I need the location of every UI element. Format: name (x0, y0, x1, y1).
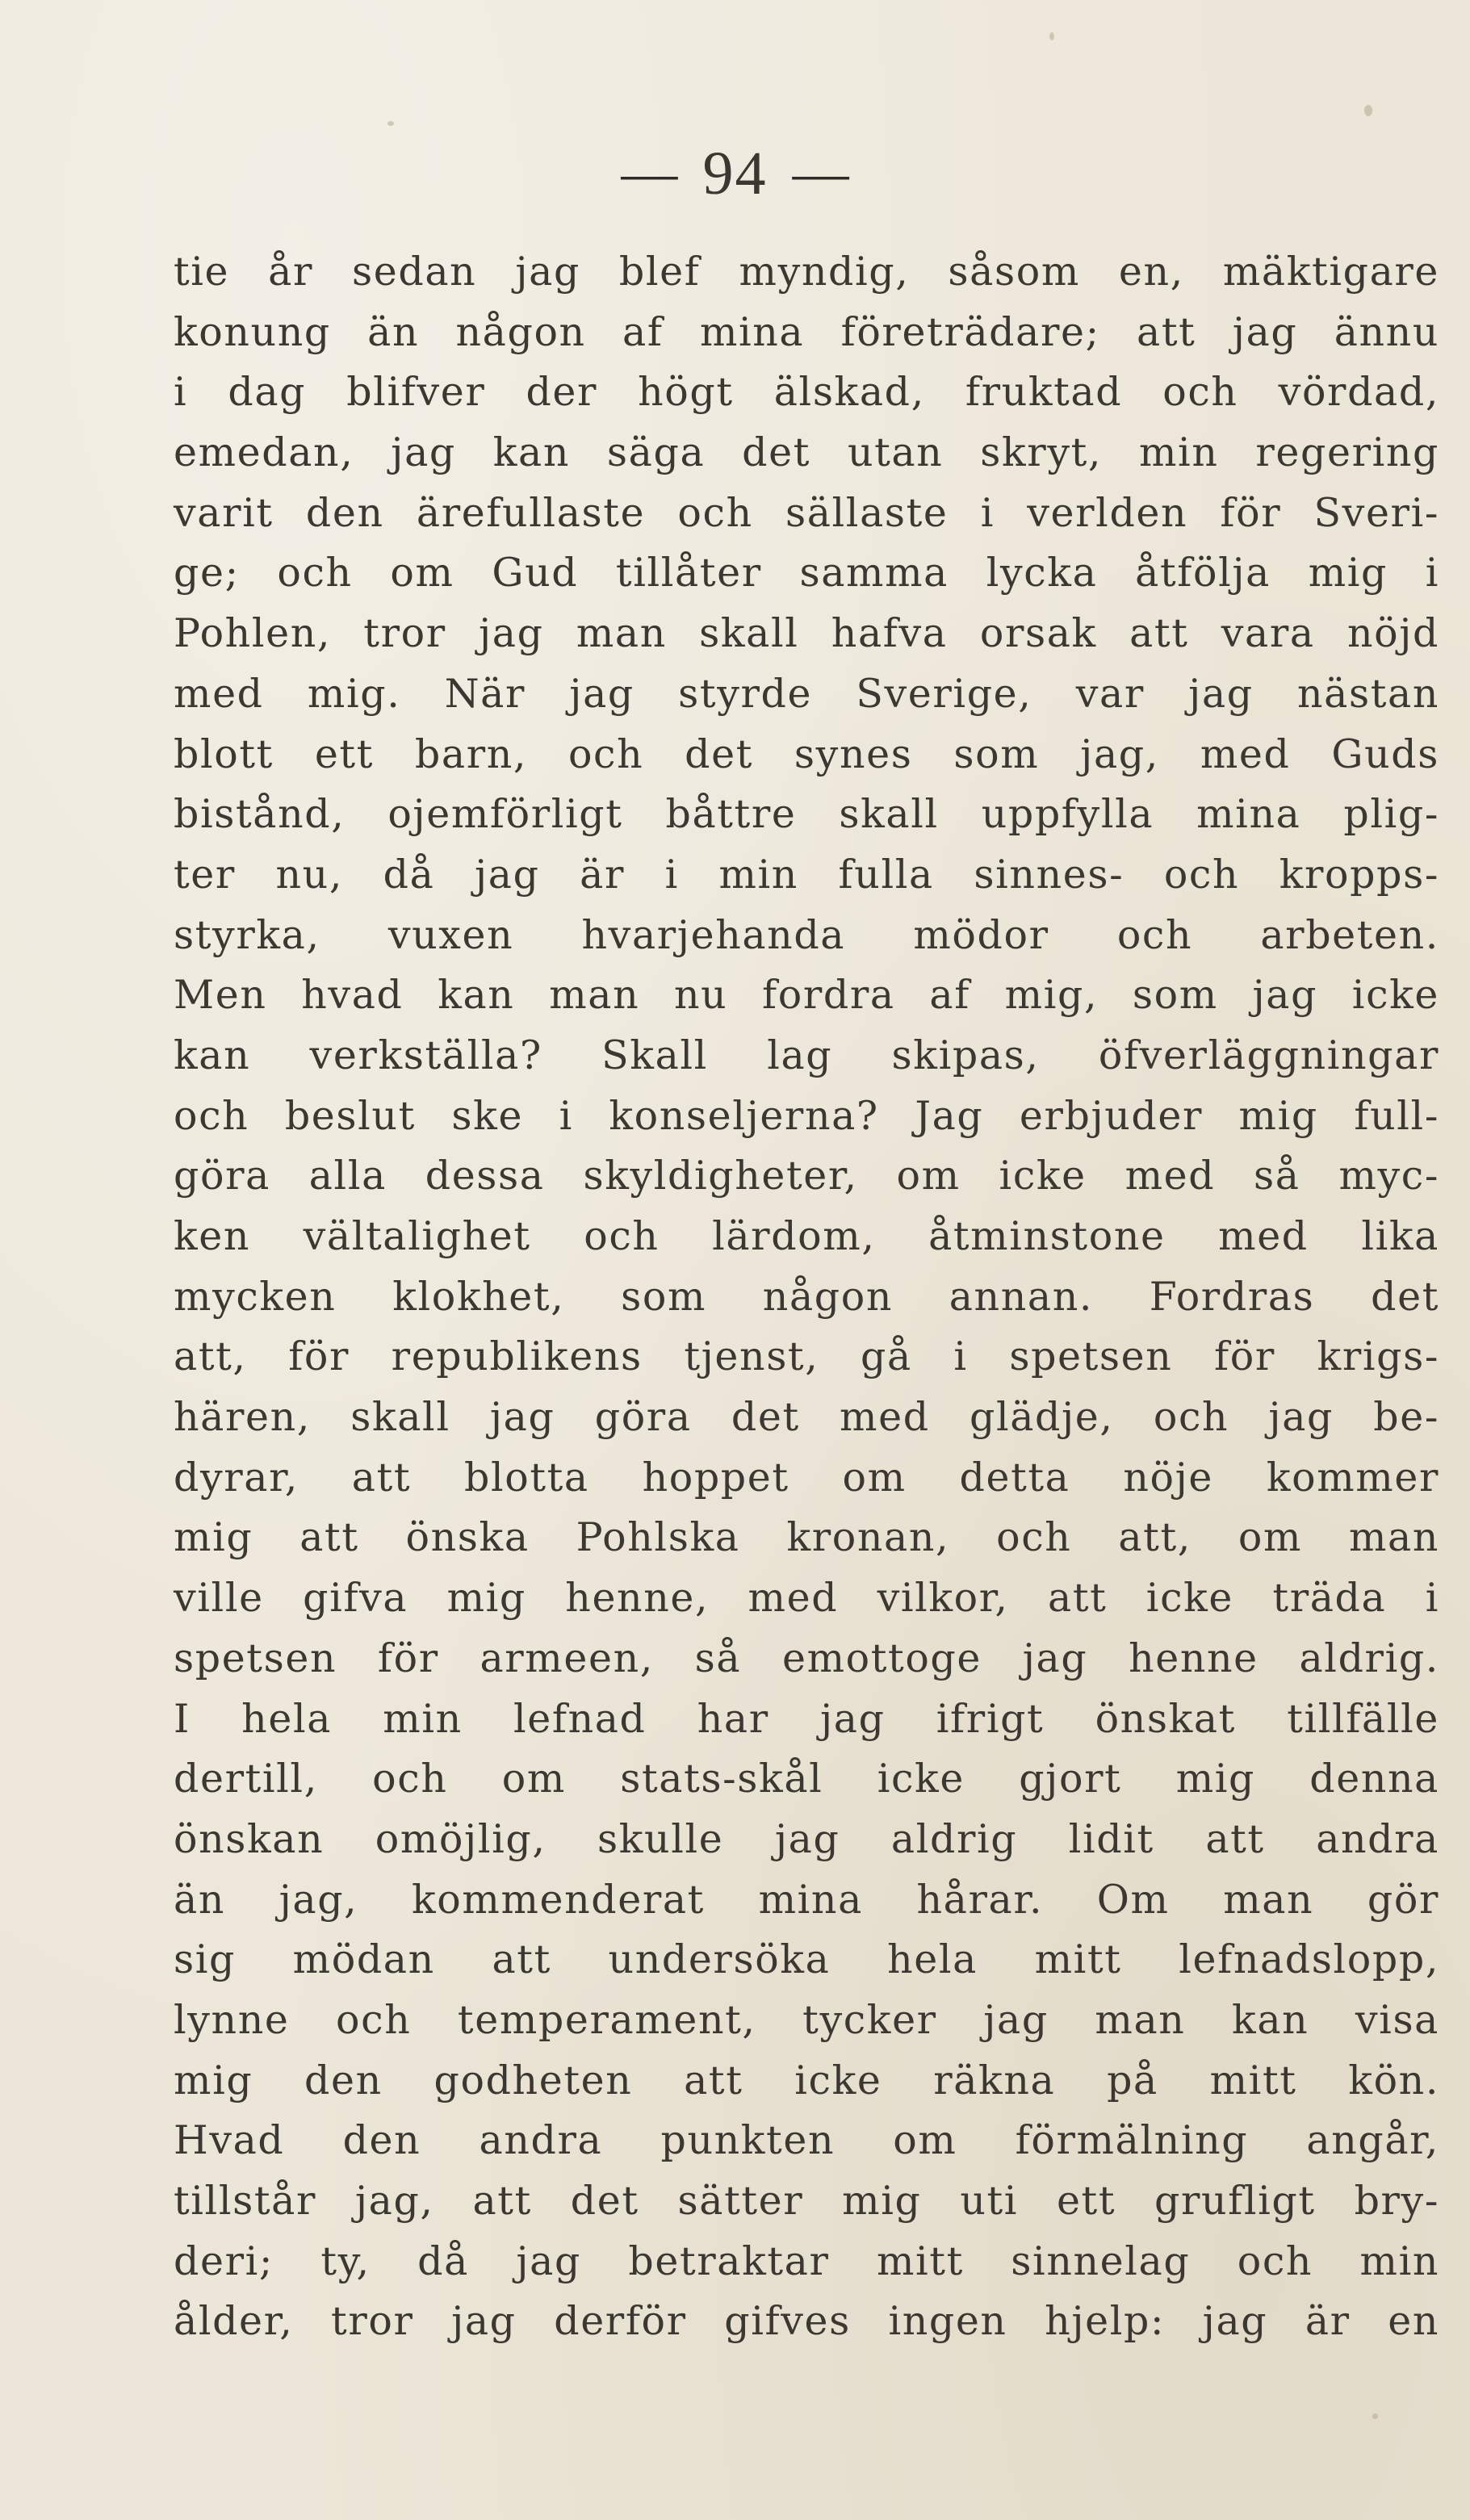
text-line: blott ett barn, och det synes som jag, med Guds (174, 730, 1439, 777)
text-line: att, för republikens tjenst, gå i spetsen för krigs- (174, 1333, 1439, 1380)
text-line: dyrar, att blotta hoppet om detta nöje kommer (174, 1454, 1439, 1501)
text-line: Men hvad kan man nu fordra af mig, som jag icke (174, 972, 1439, 1019)
text-line: I hela min lefnad har jag ifrigt önskat tillfälle (174, 1695, 1439, 1742)
text-line: kan verkställa? Skall lag skipas, öfverläggningar (174, 1032, 1439, 1078)
text-line: ge; och om Gud tillåter samma lycka åtfölja mig i (174, 550, 1439, 597)
paper-speck (1372, 2413, 1378, 2419)
text-line: än jag, kommenderat mina hårar. Om man gör (174, 1876, 1439, 1923)
text-line: mig att önska Pohlska kronan, och att, om man (174, 1514, 1439, 1561)
text-line: ken vältalighet och lärdom, åtminstone med lika (174, 1213, 1439, 1259)
text-line: mycken klokhet, som någon annan. Fordras det (174, 1273, 1439, 1320)
text-line: lynne och temperament, tycker jag man kan visa (174, 1996, 1439, 2043)
text-line: bistånd, ojemförligt båttre skall uppfylla mina plig- (174, 791, 1439, 838)
text-line: hären, skall jag göra det med glädje, och jag be- (174, 1394, 1439, 1441)
page-header (0, 137, 1470, 210)
paper-speck (1364, 105, 1372, 116)
left-ornament: — (621, 142, 678, 204)
text-line: tie år sedan jag blef myndig, såsom en, mäktigare (174, 249, 1439, 295)
text-line: dertill, och om stats-skål icke gjort mig denna (174, 1756, 1439, 1802)
text-line: ville gifva mig henne, med vilkor, att icke träda i (174, 1575, 1439, 1622)
text-line: Hvad den andra punkten om förmälning angår, (174, 2117, 1439, 2164)
text-line: styrka, vuxen hvarjehanda mödor och arbeten. (174, 911, 1439, 958)
text-line: konung än någon af mina företrädare; att jag ännu (174, 308, 1439, 355)
text-line: och beslut ske i konseljerna? Jag erbjuder mig full- (174, 1092, 1439, 1139)
text-line: ålder, tror jag derför gifves ingen hjelp: jag är en (174, 2298, 1439, 2345)
right-ornament: — (792, 142, 849, 204)
text-line: Pohlen, tror jag man skall hafva orsak att vara nöjd (174, 610, 1439, 657)
text-line: deri; ty, då jag betraktar mitt sinnelag och min (174, 2237, 1439, 2284)
text-line: tillstår jag, att det sätter mig uti ett grufligt bry- (174, 2178, 1439, 2224)
text-line: spetsen för armeen, så emottoge jag henne aldrig. (174, 1635, 1439, 1681)
text-line: sig mödan att undersöka hela mitt lefnadslopp, (174, 1936, 1439, 1983)
paper-speck (387, 121, 394, 126)
text-line: göra alla dessa skyldigheter, om icke med så myc- (174, 1153, 1439, 1199)
text-line: önskan omöjlig, skulle jag aldrig lidit att andra (174, 1815, 1439, 1862)
body-text (174, 242, 1439, 2352)
text-line: med mig. När jag styrde Sverige, var jag nästan (174, 670, 1439, 717)
text-line: varit den ärefullaste och sällaste i verlden för Sveri- (174, 489, 1439, 536)
text-line: emedan, jag kan säga det utan skryt, min regering (174, 429, 1439, 476)
text-line: i dag blifver der högt älskad, fruktad och vördad, (174, 369, 1439, 416)
page-number: 94 (702, 140, 768, 207)
paper-speck (1049, 32, 1054, 40)
text-line: ter nu, då jag är i min fulla sinnes- och kropps- (174, 851, 1439, 898)
text-line: mig den godheten att icke räkna på mitt kön. (174, 2057, 1439, 2103)
